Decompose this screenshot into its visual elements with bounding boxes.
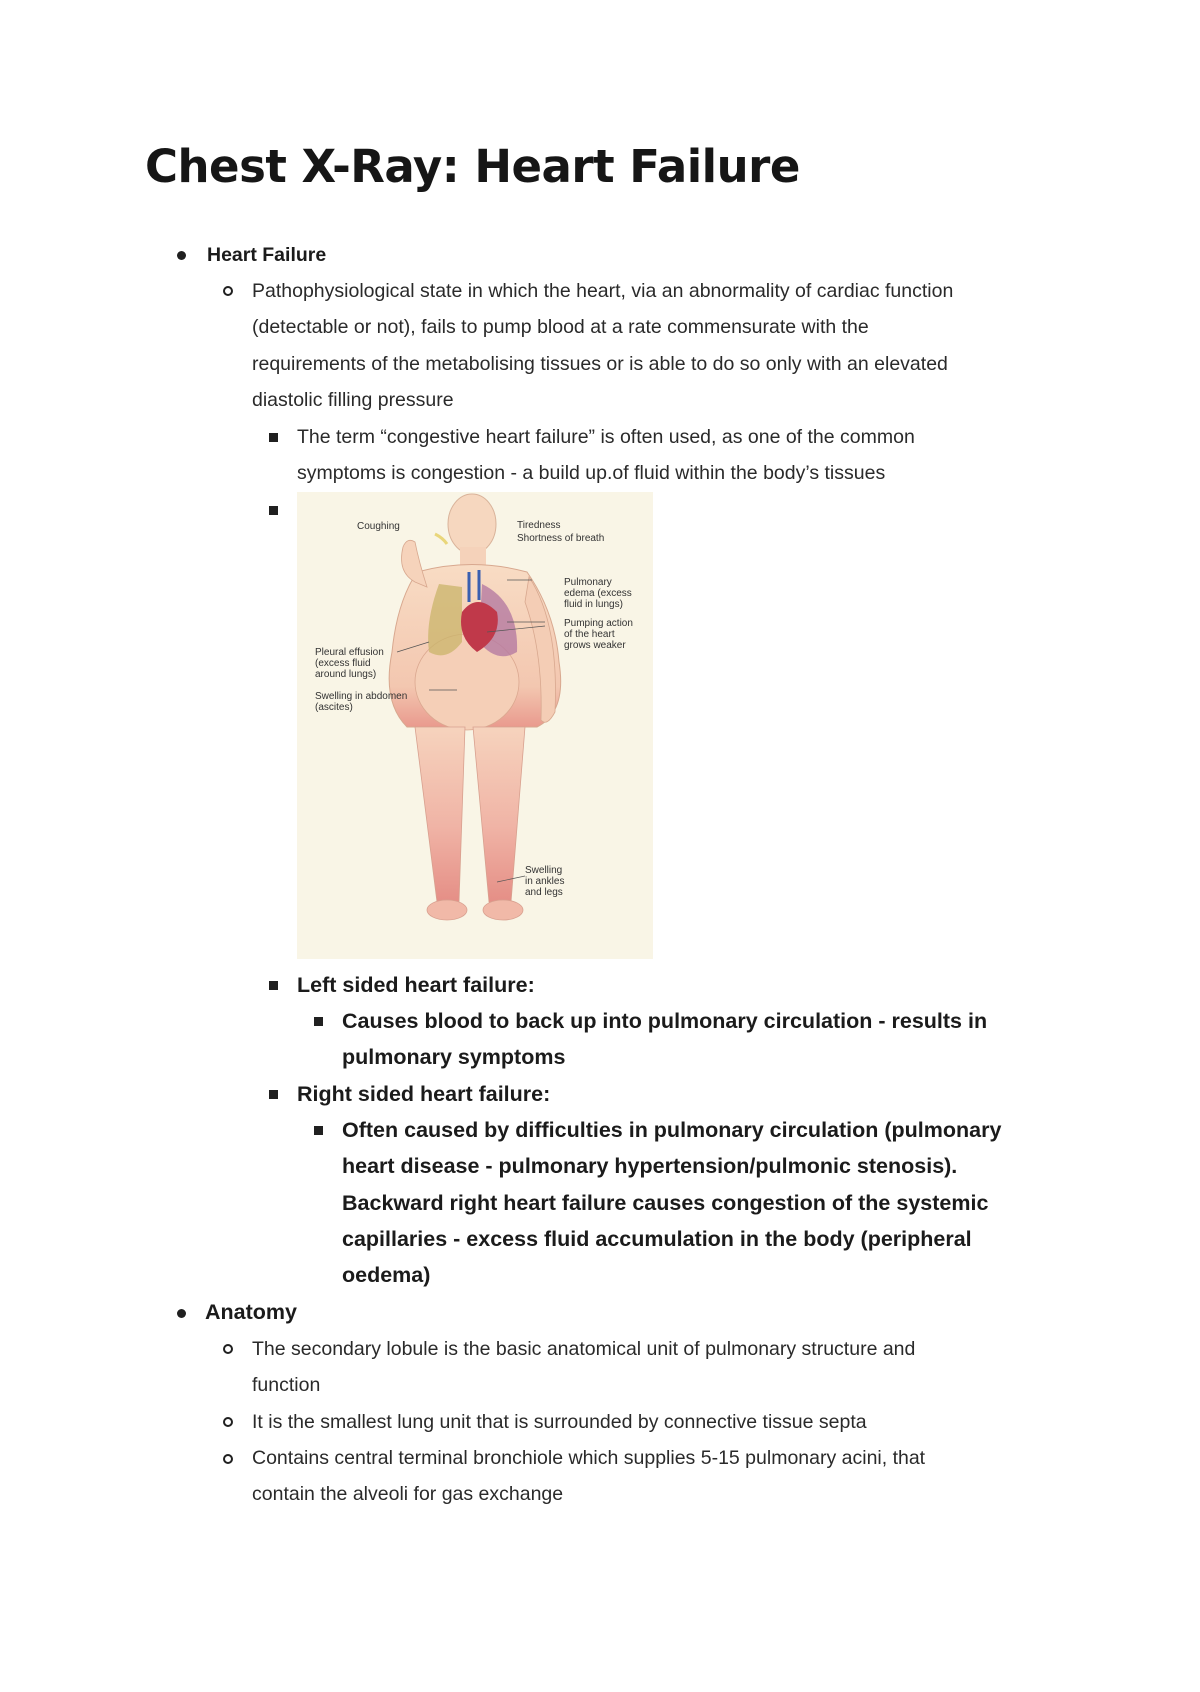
- definition-line: requirements of the metabolising tissues or is able to do so only with an elevated: [252, 352, 948, 375]
- bullet-circle: [223, 1454, 233, 1464]
- bullet-circle: [223, 1344, 233, 1354]
- right-detail-line: Often caused by difficulties in pulmonary circulation (pulmonary: [342, 1118, 1002, 1142]
- left-detail-line: pulmonary symptoms: [342, 1045, 566, 1070]
- right-detail-line: heart disease - pulmonary hypertension/pulmonic stenosis).: [342, 1154, 958, 1179]
- heart-failure-illustration: [297, 492, 653, 959]
- label-pumping-action: Pumping action: [564, 618, 633, 629]
- bullet-square: [269, 433, 278, 442]
- anatomy-item-1: [252, 1331, 915, 1404]
- left-sided-heading: [297, 967, 535, 1003]
- anatomy-item-1-line: The secondary lobule is the basic anatomical unit of pulmonary structure and: [252, 1338, 916, 1360]
- definition-line: diastolic filling pressure: [252, 388, 454, 411]
- bullet-square: [269, 981, 278, 990]
- label-pulmonary-edema: Pulmonary: [564, 577, 612, 588]
- bullet-square: [269, 1090, 278, 1099]
- congestive-line: symptoms is congestion - a build up.of fluid within the body’s tissues: [297, 462, 886, 485]
- body-figure-svg: [297, 492, 653, 959]
- heading-anatomy: [205, 1294, 297, 1330]
- right-detail-line: capillaries - excess fluid accumulation in the body (peripheral: [342, 1226, 972, 1251]
- label-coughing: Coughing: [357, 521, 400, 532]
- label-pulmonary-edema: fluid in lungs): [564, 599, 623, 610]
- bullet-square: [314, 1017, 323, 1026]
- right-detail-line: Backward right heart failure causes congestion of the systemic: [342, 1190, 989, 1215]
- label-pulmonary-edema: edema (excess: [564, 588, 632, 599]
- right-sided-heading: [297, 1076, 550, 1112]
- label-swelling-abdomen: Swelling in abdomen: [315, 691, 408, 702]
- anatomy-heading: Anatomy: [205, 1300, 297, 1324]
- anatomy-item-3-line: Contains central terminal bronchiole which supplies 5-15 pulmonary acini, that: [252, 1447, 926, 1469]
- right-detail-line: oedema): [342, 1263, 431, 1288]
- label-pleural-effusion: around lungs): [315, 669, 377, 680]
- anatomy-item-2: [252, 1404, 867, 1440]
- anatomy-item-3-line: contain the alveoli for gas exchange: [252, 1483, 564, 1506]
- bullet-disc: [177, 251, 186, 260]
- bullet-circle: [223, 286, 233, 296]
- label-pumping-action: grows weaker: [564, 640, 626, 651]
- congestive-line: The term “congestive heart failure” is often used, as one of the common: [297, 426, 915, 448]
- heart-failure-heading: Heart Failure: [207, 244, 327, 266]
- bullet-square: [269, 506, 278, 515]
- page-title: Chest X-Ray: Heart Failure: [145, 140, 800, 193]
- heading-heart-failure: [207, 237, 326, 273]
- label-swelling-ankles: and legs: [525, 887, 563, 898]
- bullet-disc: [177, 1309, 186, 1318]
- left-sided-heading-text: Left sided heart failure:: [297, 973, 535, 997]
- label-swelling-abdomen: (ascites): [315, 702, 353, 713]
- anatomy-item-2-line: It is the smallest lung unit that is surrounded by connective tissue septa: [252, 1411, 867, 1433]
- definition-text: [252, 273, 953, 418]
- left-sided-detail: [342, 1003, 987, 1076]
- anatomy-item-1-line: function: [252, 1374, 321, 1397]
- left-detail-line: Causes blood to back up into pulmonary circulation - results in: [342, 1009, 988, 1033]
- label-pleural-effusion: (excess fluid: [315, 658, 371, 669]
- definition-line: Pathophysiological state in which the heart, via an abnormality of cardiac function: [252, 280, 954, 302]
- definition-line: (detectable or not), fails to pump blood at a rate commensurate with the: [252, 316, 869, 339]
- right-sided-heading-text: Right sided heart failure:: [297, 1082, 551, 1106]
- anatomy-item-3: [252, 1440, 925, 1513]
- congestive-note: [297, 419, 915, 492]
- label-shortness-of-breath: Shortness of breath: [517, 533, 605, 544]
- label-tiredness: Tiredness: [517, 520, 561, 531]
- label-pumping-action: of the heart: [564, 629, 615, 640]
- bullet-square: [314, 1126, 323, 1135]
- label-swelling-ankles: in ankles: [525, 876, 565, 887]
- right-sided-detail: [342, 1112, 1001, 1293]
- label-swelling-ankles: Swelling: [525, 865, 563, 876]
- label-pleural-effusion: Pleural effusion: [315, 647, 384, 658]
- bullet-circle: [223, 1417, 233, 1427]
